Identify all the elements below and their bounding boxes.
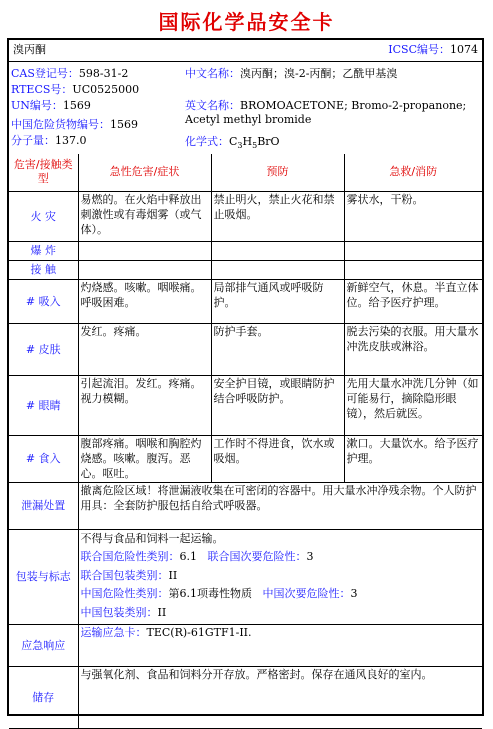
ingestion-prevention: 工作时不得进食，饮水或吸烟。 [211,435,344,482]
emergency-content [78,624,482,666]
un-sub-value: 3 [306,550,314,563]
emergency-card-value: TEC(R)-61GTF1-II. [146,625,252,639]
un-class-line [81,548,481,567]
card-title: 国际化学品安全卡 [158,10,335,34]
emergency-card-label: 运输应急卡： [80,625,147,639]
inhalation-hazard: 灼烧感。咳嗽。咽喉痛。呼吸困难。 [78,279,211,323]
col-exposure-type: 危害/接触类型 [9,154,78,191]
cn-class-label: 中国危险性类别： [80,587,169,600]
col-prevention: 预防 [211,154,344,191]
fire-prevention: 禁止明火，禁止火花和禁止吸烟。 [211,191,344,241]
un-class-label: 联合国危险性类别： [80,550,180,563]
table-header-row [9,154,482,191]
row-inhalation [9,279,482,323]
inhalation-prevention: 局部排气通风或呼吸防护。 [211,279,344,323]
cas-number [11,66,128,82]
chinese-name [185,66,397,82]
cas-value: 598-31-2 [78,67,129,80]
row-inhalation-label: # 吸入 [9,279,78,323]
row-skin-label: # 皮肤 [9,323,78,375]
row-explosion-label: 爆 炸 [9,241,78,260]
icsc-label: ICSC编号： [388,43,450,56]
storage-text: 与强氧化剂、食品和饲料分开存放。严格密封。保存在通风良好的室内。 [78,666,482,728]
hazard-table [9,154,482,729]
cas-label: CAS登记号： [11,67,79,80]
cn-dg-label: 中国危险货物编号： [11,118,110,131]
un-value: 1569 [62,99,91,112]
un-pack-line [81,567,481,586]
cn-dg-number [11,117,138,133]
cn-pack-label: 中国包装类别： [80,605,158,619]
un-sub-label: 联合国次要危险性： [207,550,307,563]
eyes-aid: 先用大量水冲洗几分钟（如可能易行，摘除隐形眼镜），然后就医。 [344,375,482,435]
formula-c: C [229,135,238,148]
row-contact-label: 接 触 [9,260,78,279]
mw-label: 分子量： [11,134,55,147]
rtecs-number [11,82,139,98]
skin-hazard: 发红。疼痛。 [78,323,211,375]
icsc-number [388,42,478,58]
row-storage-label: 储存 [9,666,78,728]
row-emergency [9,624,482,666]
ingestion-hazard: 腹部疼痛。咽喉和胸腔灼烧感。咳嗽。腹泻。恶心。呕吐。 [78,435,211,482]
formula-rest: BrO [257,135,280,148]
formula-h: H [242,135,253,148]
cn-pack-line [81,604,481,623]
row-fire [9,191,482,241]
molecular-weight [11,133,87,149]
row-spill [9,482,482,529]
un-pack-label: 联合国包装类别： [80,568,169,582]
cn-pack-value: II [157,605,167,619]
un-number [11,98,91,114]
row-packaging-label: 包装与标志 [9,529,78,624]
mw-value: 137.0 [55,134,87,147]
cn-class-line [81,585,481,604]
cn-dg-value: 1569 [110,118,138,131]
col-first-aid: 急救/消防 [344,154,482,191]
cn-class-value: 第6.1项毒性物质 [168,587,252,600]
formula-h-sub: 5 [252,141,258,151]
row-eyes-label: # 眼睛 [9,375,78,435]
cn-name-label: 中文名称： [185,67,240,80]
row-emergency-label: 应急响应 [9,624,78,666]
row-packaging [9,529,482,624]
eyes-prevention: 安全护目镜，或眼睛防护结合呼吸防护。 [211,375,344,435]
rtecs-label: RTECS号： [11,83,73,96]
packaging-note: 不得与食品和饲料一起运输。 [80,531,224,545]
fire-hazard: 易燃的。在火焰中释放出刺激性或有毒烟雾（或气体）。 [78,191,211,241]
cn-sub-label: 中国次要危险性： [262,587,351,600]
un-pack-value: II [168,568,178,582]
formula-c-sub: 3 [237,141,243,151]
row-contact [9,260,482,279]
row-skin [9,323,482,375]
cn-sub-value: 3 [350,587,358,600]
en-name-value-1: BROMOACETONE; Bromo-2-propanone; [240,99,467,112]
chemical-formula [185,134,280,154]
row-storage [9,666,482,728]
row-explosion [9,241,482,260]
icsc-value: 1074 [450,43,478,56]
fire-aid: 雾状水，干粉。 [344,191,482,241]
row-eyes [9,375,482,435]
formula-label: 化学式： [185,135,229,148]
cn-name-value: 溴丙酮；溴-2-丙酮；乙酰甲基溴 [240,67,398,80]
row-spill-label: 泄漏处置 [9,482,78,529]
en-name-label: 英文名称： [185,99,240,112]
un-class-value: 6.1 [179,550,197,563]
ingestion-aid: 漱口。大量饮水。给予医疗护理。 [344,435,482,482]
header-divider [9,61,482,62]
chemical-name: 溴丙酮 [13,43,46,56]
eyes-hazard: 引起流泪。发红。疼痛。视力模糊。 [78,375,211,435]
inhalation-aid: 新鲜空气，休息。半直立体位。给予医疗护理。 [344,279,482,323]
rtecs-value: UC0525000 [72,83,140,96]
packaging-content [78,529,482,624]
row-ingestion-label: # 食入 [9,435,78,482]
card-frame [7,38,484,716]
skin-prevention: 防护手套。 [211,323,344,375]
col-acute-hazard: 急性危害/症状 [78,154,211,191]
english-name-cont: Acetyl methyl bromide [185,113,312,126]
skin-aid: 脱去污染的衣服。用大量水冲洗皮肤或淋浴。 [344,323,482,375]
un-label: UN编号： [11,99,63,112]
row-ingestion [9,435,482,482]
row-fire-label: 火 灾 [9,191,78,241]
spill-text: 撤离危险区域！将泄漏液收集在可密闭的容器中。用大量水冲净残余物。个人防护用具：全套防护服包括自给式呼吸器。 [78,482,482,529]
